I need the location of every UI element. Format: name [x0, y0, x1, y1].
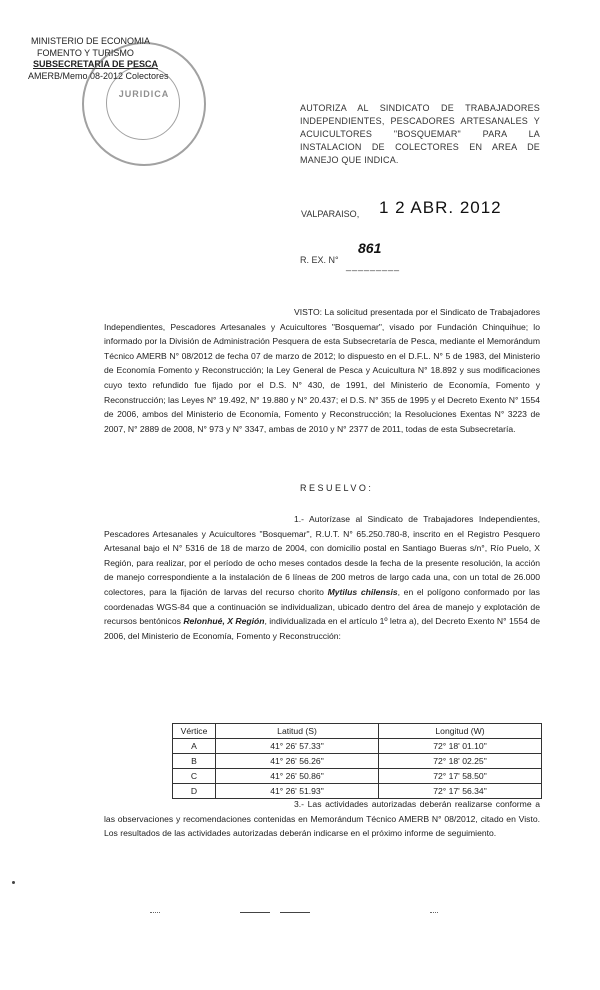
- point-3-paragraph: [104, 797, 540, 841]
- margin-dot: [12, 881, 15, 884]
- table-cell-longitude: 72° 18' 01.10": [379, 739, 542, 754]
- resuelvo-heading: RESUELVO:: [300, 483, 374, 493]
- visto-text: VISTO: La solicitud presentada por el Sindicato de Trabajadores Independientes, Pescadores Artesanales y Acuicultores "Bosquemar", visado por Fundación Chinquihue; lo informado por la División de Administración Pesquera de esta Subsecretaría de Pesca, mediante el Memorándum Técnico AMERB N° 08/2012 de fecha 07 de marzo de 2012; lo dispuesto en el D.F.L. N° 5 de 1983, del Ministerio de Economía Fomento y Reconstrucción; la Ley General de Pesca y Acuicultura N° 18.892 y sus modificaciones cuyo texto refundido fue fijado por el D.S. N° 430, de 1991, del Ministerio de Economía, Fomento y Reconstrucción; las Leyes N° 19.492, N° 19.880 y N° 20.437; el D.S. N° 355 de 1995 y el Decreto Exento N° 1554 de 2006, ambos del Ministerio de Economía, Fomento y Reconstrucción; la Resoluciones Exentas N° 3223 de 2007, N° 2889 de 2008, N° 973 y N° 3347, ambas de 2010 y N° 2377 de 2011, todas de esta Subsecretaría.: [104, 307, 540, 434]
- date-stamp: 1 2 ABR. 2012: [379, 198, 502, 217]
- table-cell-longitude: 72° 17' 56.34": [379, 784, 542, 799]
- stamp-inner-ring: [106, 66, 180, 140]
- area-name: Relonhué, X Región: [183, 616, 265, 627]
- table-cell-latitude: 41° 26' 50.86": [216, 769, 379, 784]
- resolution-blank-line: _________: [346, 261, 401, 271]
- table-cell-vertex: C: [173, 769, 216, 784]
- table-cell-longitude: 72° 17' 58.50": [379, 769, 542, 784]
- table-cell-longitude: 72° 18' 02.25": [379, 754, 542, 769]
- point-1-paragraph: [104, 512, 540, 643]
- table-cell-vertex: A: [173, 739, 216, 754]
- footer-rule: [240, 912, 270, 913]
- resolution-number: 861: [358, 240, 382, 256]
- place-label: VALPARAISO,: [301, 209, 360, 219]
- footer-dash: [150, 912, 160, 913]
- table-header-row: [173, 724, 542, 739]
- point-1-text-b: , en el polígono conformado por las coordenadas WGS-84 que a continuación se individualizan, ubicado dentro del área de manejo y explotación de recursos bentónicos: [104, 586, 540, 627]
- point-1-text: 1.- Autorízase al Sindicato de Trabajadores Independientes, Pescadores Artesanales y Acuicultores "Bosquemar", R.U.T. N° 65.250.780-8, inscrito en el Registro Pesquero Artesanal bajo el N° 5316 de 18 de marzo de 2004, con domicilio postal en Santiago Bueras s/n°, Río Puelo, X Región, para realizar, por el período de ocho meses contados desde la fecha de la presente resolución, la acción de manejo correspondiente a la instalación de 6 líneas de 200 metros de largo cada una, con un total de 26.000 colectores, para la fijación de larvas del recurso chorito: [104, 514, 540, 597]
- table-header-longitude: Longitud (W): [379, 724, 542, 739]
- species-name: Mytilus chilensis: [327, 586, 398, 597]
- point-1-text-c: , individualizada en el artículo 1º letra a), del Decreto Exento N° 1554 de 2006, del Ministerio de Economía, Fomento y Reconstrucción:: [104, 616, 541, 641]
- visto-paragraph: [104, 305, 540, 436]
- table-row: [173, 754, 542, 769]
- point-3-text: 3.- Las actividades autorizadas deberán realizarse conforme a las observaciones y recomendaciones contenidas en Memorándum Técnico AMERB N° 08/2012, citado en Visto. Los resultados de las actividades autorizadas deberán indicarse en el próximo informe de seguimiento.: [104, 799, 540, 839]
- table-row: [173, 769, 542, 784]
- table-cell-latitude: 41° 26' 57.33": [216, 739, 379, 754]
- footer-rule: [280, 912, 310, 913]
- table-header-latitude: Latitud (S): [216, 724, 379, 739]
- table-cell-latitude: 41° 26' 56.26": [216, 754, 379, 769]
- juridica-stamp: [82, 42, 206, 166]
- header-line-subsecretaria: SUBSECRETARIA DE PESCA: [33, 59, 159, 69]
- document-title: AUTORIZA AL SINDICATO DE TRABAJADORES INDEPENDIENTES, PESCADORES ARTESANALES Y ACUICULTORES "BOSQUEMAR" PARA LA INSTALACION DE COLECTORES EN AREA DE MANEJO QUE INDICA.: [300, 103, 540, 165]
- header-line-reference: AMERB/Memo 08-2012 Colectores: [28, 70, 169, 81]
- header-line-ministry: MINISTERIO DE ECONOMIA: [31, 36, 151, 46]
- table-cell-vertex: B: [173, 754, 216, 769]
- header-line-ministry-2: FOMENTO Y TURISMO: [37, 47, 134, 58]
- table-cell-latitude: 41° 26' 51.93": [216, 784, 379, 799]
- footer-dash: [430, 912, 438, 913]
- stamp-label: JURIDICA: [118, 89, 170, 99]
- table-header-vertex: Vértice: [173, 724, 216, 739]
- table-cell-vertex: D: [173, 784, 216, 799]
- table-row: [173, 739, 542, 754]
- coordinates-table: [172, 723, 542, 799]
- resolution-label: R. EX. N°: [300, 255, 339, 265]
